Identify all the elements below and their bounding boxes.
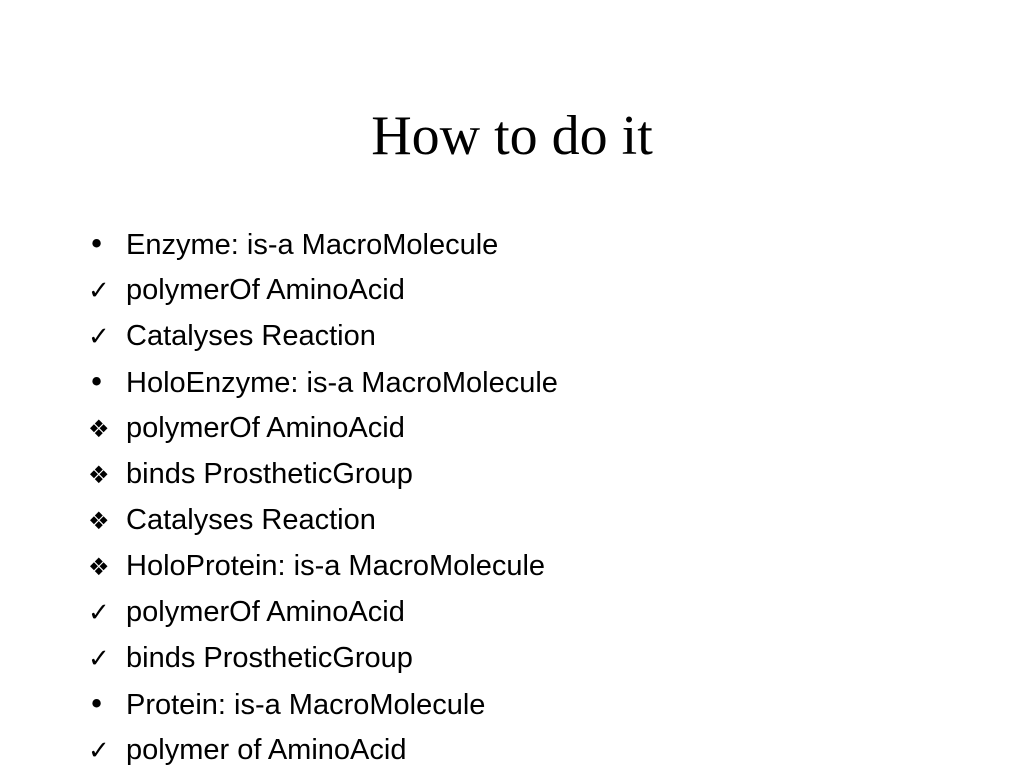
list-item-text: polymerOf AminoAcid — [126, 596, 405, 628]
checkmark-icon: ✓ — [88, 644, 110, 674]
bullet-list — [88, 222, 558, 768]
list-item — [88, 452, 558, 498]
list-item-text: polymer of AminoAcid — [126, 734, 407, 766]
list-item-text: Catalyses Reaction — [126, 504, 376, 536]
list-item — [88, 636, 558, 682]
list-item-text: HoloProtein: is-a MacroMolecule — [126, 550, 546, 582]
list-item-text: polymerOf AminoAcid — [126, 274, 405, 306]
diamond-bullet-icon: ❖ — [88, 415, 110, 443]
list-item — [88, 590, 558, 636]
list-item-text: HoloEnzyme: is-a MacroMolecule — [126, 367, 558, 399]
list-item — [88, 498, 558, 544]
diamond-bullet-icon: ❖ — [88, 461, 110, 489]
list-item-text: polymerOf AminoAcid — [126, 412, 405, 444]
list-item — [88, 314, 558, 360]
list-item-text: binds ProstheticGroup — [126, 458, 413, 490]
list-item — [88, 728, 558, 768]
checkmark-icon: ✓ — [88, 736, 110, 766]
checkmark-icon: ✓ — [88, 598, 110, 628]
diamond-bullet-icon: ❖ — [88, 553, 110, 581]
list-item-text: Catalyses Reaction — [126, 320, 376, 352]
list-item — [88, 360, 558, 406]
checkmark-icon: ✓ — [88, 322, 110, 352]
list-item — [88, 222, 558, 268]
bullet-dot-icon: • — [88, 687, 106, 721]
diamond-bullet-icon: ❖ — [88, 507, 110, 535]
list-item — [88, 544, 558, 590]
list-item — [88, 682, 558, 728]
slide-title: How to do it — [371, 105, 653, 167]
list-item — [88, 406, 558, 452]
list-item — [88, 268, 558, 314]
checkmark-icon: ✓ — [88, 276, 110, 306]
bullet-dot-icon: • — [88, 227, 106, 261]
list-item-text: Enzyme: is-a MacroMolecule — [126, 229, 499, 261]
bullet-dot-icon: • — [88, 365, 106, 399]
list-item-text: Protein: is-a MacroMolecule — [126, 689, 486, 721]
list-item-text: binds ProstheticGroup — [126, 642, 413, 674]
